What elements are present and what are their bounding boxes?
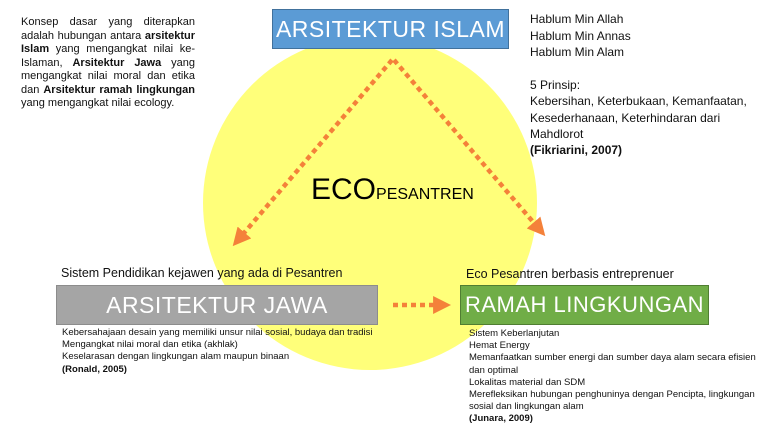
list-item: Merefleksikan hubungan penghuninya dengan Pencipta, lingkungan sosial dan lingkungan alam (469, 389, 755, 413)
arsitektur-jawa-box: ARSITEKTUR JAWA (56, 285, 378, 325)
prinsip-block (530, 77, 766, 158)
arrow-to-jawa (238, 60, 392, 240)
list-item: Mengangkat nilai moral dan etika (akhlak) (62, 339, 238, 351)
arsitektur-islam-box: ARSITEKTUR ISLAM (272, 9, 509, 49)
ramah-lingkungan-box: RAMAH LINGKUNGAN (460, 285, 709, 325)
hablum-list (530, 11, 631, 61)
intro-text-1: Konsep dasar yang diterapkan adalah hubungan antara (21, 16, 195, 42)
eco-big-text: ECO (311, 173, 377, 206)
prinsip-text: Kebersihan, Keterbukaan, Kemanfaatan, Kesederhanaan, Keterhindaran dari Mahdlorot (530, 94, 747, 141)
list-item: Kebersahajaan desain yang memiliki unsur nilai sosial, budaya dan tradisi (62, 327, 373, 338)
intro-paragraph (21, 16, 195, 111)
list-right-citation: (Junara, 2009) (469, 413, 533, 425)
list-item: Keselarasan dengan lingkungan alam maupun binaan (62, 351, 290, 363)
eco-pesantren-label (311, 173, 474, 207)
hablum-item: Hablum Min Allah (530, 12, 624, 26)
intro-text-3: yang mengangkat nilai moral dan etika dan (21, 56, 195, 96)
eco-small-text: PESANTREN (376, 186, 474, 203)
intro-bold-2: Arsitektur Jawa (72, 56, 162, 69)
prinsip-citation: (Fikriarini, 2007) (530, 143, 623, 158)
hablum-item: Hablum Min Alam (530, 45, 625, 59)
caption-right: Eco Pesantren berbasis entreprenuer (466, 267, 674, 281)
list-left-citation: (Ronald, 2005) (62, 363, 127, 375)
intro-text-2: yang mengangkat nilai ke-Islaman, (21, 43, 195, 69)
list-right (469, 328, 769, 426)
prinsip-heading: 5 Prinsip: (530, 78, 581, 92)
list-item: Sistem Keberlanjutan (469, 328, 560, 339)
hablum-item: Hablum Min Annas (530, 28, 631, 43)
list-item: Hemat Energy (469, 340, 530, 352)
list-item: Lokalitas material dan SDM (469, 376, 586, 388)
intro-bold-3: Arsitektur ramah lingkungan (43, 83, 195, 96)
intro-bold-1: arsitektur Islam (21, 29, 195, 55)
intro-text-4: yang mengangkat nilai ecology. (21, 97, 175, 109)
list-item: Memanfaatkan sumber energi dan sumber daya alam secara efisien dan optimal (469, 352, 756, 376)
caption-left: Sistem Pendidikan kejawen yang ada di Pesantren (61, 266, 343, 280)
list-left (62, 327, 382, 376)
